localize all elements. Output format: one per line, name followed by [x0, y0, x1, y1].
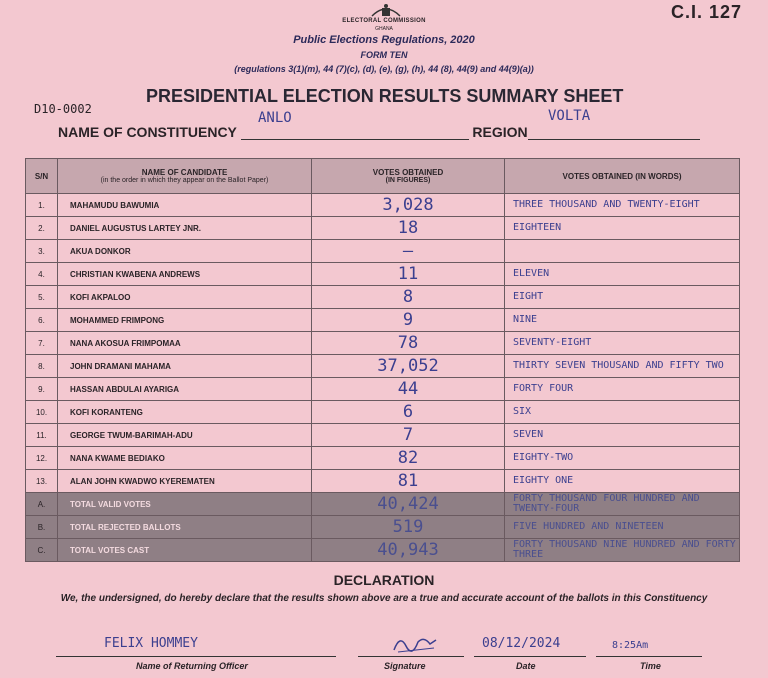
- table-row: [26, 470, 740, 493]
- table-row: [26, 286, 740, 309]
- votes-figures: 82: [312, 447, 505, 470]
- header-sn: S/N: [26, 159, 58, 194]
- declaration-text: We, the undersigned, do hereby declare that the results shown above are a true and accurate account of the ballots in this Constituency: [60, 593, 708, 604]
- votes-words: SEVEN: [505, 424, 740, 447]
- candidate-name: NANA KWAME BEDIAKO: [58, 447, 312, 470]
- commission-crest-icon: [368, 2, 404, 18]
- table-row: [26, 332, 740, 355]
- votes-words: NINE: [505, 309, 740, 332]
- total-label: TOTAL VALID VOTES: [58, 493, 312, 516]
- regulations-reference: (regulations 3(1)(m), 44 (7)(c), (d), (e), (g), (h), 44 (8), 44(9) and 44(9)(a)): [234, 64, 534, 74]
- officer-signature-line: [56, 656, 336, 657]
- commission-name: ELECTORAL COMMISSION: [342, 18, 426, 24]
- constituency-value: ANLO: [258, 110, 292, 126]
- officer-name-value: FELIX HOMMEY: [104, 636, 198, 651]
- votes-words: [505, 240, 740, 263]
- votes-figures: 9: [312, 309, 505, 332]
- candidate-name: CHRISTIAN KWABENA ANDREWS: [58, 263, 312, 286]
- votes-figures: 11: [312, 263, 505, 286]
- candidate-name: ALAN JOHN KWADWO KYEREMATEN: [58, 470, 312, 493]
- total-figures: 519: [312, 516, 505, 539]
- votes-figures: 18: [312, 217, 505, 240]
- country-name: GHANA: [375, 26, 393, 32]
- total-row-valid: [26, 493, 740, 516]
- region-label: REGION: [472, 124, 528, 140]
- row-sn: 2.: [26, 217, 58, 240]
- constituency-underline: [241, 139, 469, 140]
- results-table: [25, 158, 740, 562]
- signature-icon: [390, 632, 440, 656]
- header-figures-label: VOTES OBTAINED: [372, 168, 444, 177]
- total-label: TOTAL VOTES CAST: [58, 539, 312, 562]
- candidate-name: NANA AKOSUA FRIMPOMAA: [58, 332, 312, 355]
- declaration-title: DECLARATION: [333, 572, 435, 588]
- total-label: TOTAL REJECTED BALLOTS: [58, 516, 312, 539]
- row-sn: 7.: [26, 332, 58, 355]
- table-row: [26, 309, 740, 332]
- table-row: [26, 240, 740, 263]
- table-row: [26, 378, 740, 401]
- votes-words: THIRTY SEVEN THOUSAND AND FIFTY TWO: [505, 355, 740, 378]
- votes-words: EIGHT: [505, 286, 740, 309]
- votes-figures: 8: [312, 286, 505, 309]
- header-candidate-label: NAME OF CANDIDATE: [141, 168, 228, 177]
- table-row: [26, 424, 740, 447]
- header-figures-sub: (IN FIGURES): [385, 177, 431, 184]
- table-row: [26, 401, 740, 424]
- region-value: VOLTA: [548, 108, 591, 124]
- row-sn: 8.: [26, 355, 58, 378]
- row-sn: 10.: [26, 401, 58, 424]
- constituency-region-line: [58, 124, 700, 140]
- row-sn: 6.: [26, 309, 58, 332]
- votes-words: EIGHTY ONE: [505, 470, 740, 493]
- candidate-name: JOHN DRAMANI MAHAMA: [58, 355, 312, 378]
- total-figures: 40,943: [312, 539, 505, 562]
- total-row-rejected: [26, 516, 740, 539]
- row-sn: 5.: [26, 286, 58, 309]
- officer-label: Name of Returning Officer: [136, 661, 248, 671]
- row-sn: C.: [26, 539, 58, 562]
- date-label: Date: [516, 661, 536, 671]
- date-line: [474, 656, 586, 657]
- regulations-title: Public Elections Regulations, 2020: [293, 34, 475, 46]
- candidate-name: MAHAMUDU BAWUMIA: [58, 194, 312, 217]
- votes-figures: 7: [312, 424, 505, 447]
- table-row: [26, 194, 740, 217]
- votes-words: EIGHTY-TWO: [505, 447, 740, 470]
- row-sn: 9.: [26, 378, 58, 401]
- candidate-name: MOHAMMED FRIMPONG: [58, 309, 312, 332]
- candidate-name: DANIEL AUGUSTUS LARTEY JNR.: [58, 217, 312, 240]
- header-figures: [312, 159, 505, 194]
- votes-figures: —: [312, 240, 505, 263]
- signature-label: Signature: [384, 661, 426, 671]
- votes-figures: 6: [312, 401, 505, 424]
- total-words: FORTY THOUSAND NINE HUNDRED AND FORTY THREE: [505, 539, 740, 562]
- row-sn: A.: [26, 493, 58, 516]
- candidate-name: KOFI KORANTENG: [58, 401, 312, 424]
- votes-words: SIX: [505, 401, 740, 424]
- row-sn: 13.: [26, 470, 58, 493]
- votes-figures: 81: [312, 470, 505, 493]
- form-code: D10-0002: [34, 102, 92, 116]
- votes-figures: 3,028: [312, 194, 505, 217]
- time-value: 8:25Am: [612, 640, 649, 651]
- votes-figures: 44: [312, 378, 505, 401]
- sheet-title: PRESIDENTIAL ELECTION RESULTS SUMMARY SHEET: [146, 86, 624, 106]
- total-row-cast: [26, 539, 740, 562]
- row-sn: B.: [26, 516, 58, 539]
- row-sn: 4.: [26, 263, 58, 286]
- header-words: VOTES OBTAINED (IN WORDS): [505, 159, 740, 194]
- votes-figures: 37,052: [312, 355, 505, 378]
- date-value: 08/12/2024: [482, 636, 561, 651]
- form-number: FORM TEN: [360, 50, 408, 60]
- votes-words: EIGHTEEN: [505, 217, 740, 240]
- row-sn: 1.: [26, 194, 58, 217]
- candidate-name: KOFI AKPALOO: [58, 286, 312, 309]
- signature-line: [358, 656, 464, 657]
- header-candidate-sub: (in the order in which they appear on the Ballot Paper): [100, 177, 269, 184]
- row-sn: 3.: [26, 240, 58, 263]
- candidate-name: AKUA DONKOR: [58, 240, 312, 263]
- votes-words: ELEVEN: [505, 263, 740, 286]
- time-line: [596, 656, 702, 657]
- row-sn: 12.: [26, 447, 58, 470]
- constituency-label: NAME OF CONSTITUENCY: [58, 124, 237, 140]
- votes-words: SEVENTY-EIGHT: [505, 332, 740, 355]
- total-words: FORTY THOUSAND FOUR HUNDRED AND TWENTY-FOUR: [505, 493, 740, 516]
- votes-words: THREE THOUSAND AND TWENTY-EIGHT: [505, 194, 740, 217]
- header-candidate: [58, 159, 312, 194]
- total-figures: 40,424: [312, 493, 505, 516]
- table-row: [26, 217, 740, 240]
- time-label: Time: [640, 661, 661, 671]
- candidate-name: HASSAN ABDULAI AYARIGA: [58, 378, 312, 401]
- ci-number: C.I. 127: [670, 2, 742, 22]
- row-sn: 11.: [26, 424, 58, 447]
- total-words: FIVE HUNDRED AND NINETEEN: [505, 516, 740, 539]
- candidate-name: GEORGE TWUM-BARIMAH-ADU: [58, 424, 312, 447]
- region-underline: [528, 139, 700, 140]
- votes-words: FORTY FOUR: [505, 378, 740, 401]
- table-row: [26, 355, 740, 378]
- table-row: [26, 447, 740, 470]
- table-header-row: [26, 159, 740, 194]
- table-row: [26, 263, 740, 286]
- votes-figures: 78: [312, 332, 505, 355]
